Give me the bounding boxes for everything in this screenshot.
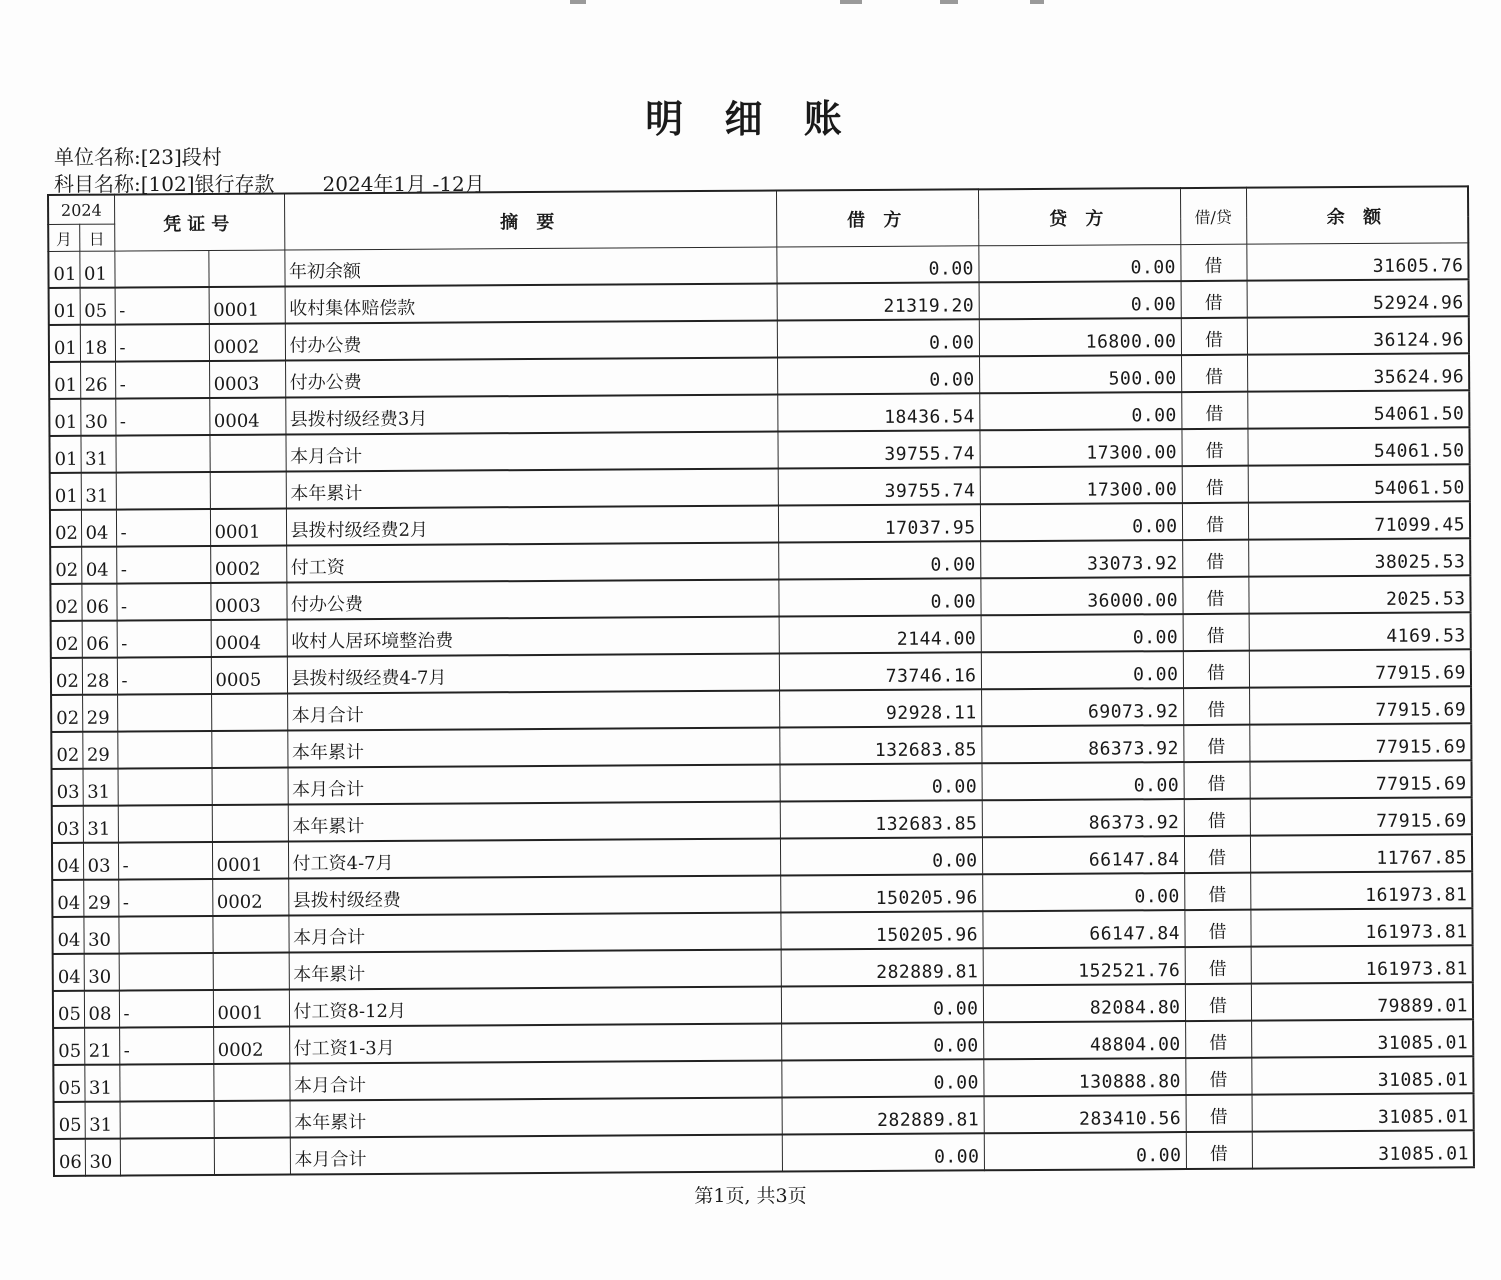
voucher-number-cell: 0002 — [209, 324, 285, 361]
credit-header: 贷 方 — [978, 188, 1180, 246]
voucher-prefix-cell — [114, 251, 208, 288]
direction-cell: 借 — [1183, 762, 1249, 799]
balance-cell: 4169.53 — [1249, 612, 1471, 650]
table-row — [54, 1130, 1474, 1176]
credit-cell: 48804.00 — [983, 1021, 1185, 1059]
month-cell: 01 — [48, 251, 79, 288]
balance-cell: 35624.96 — [1247, 353, 1469, 391]
summary-cell: 本月合计 — [287, 691, 779, 731]
credit-cell: 0.00 — [981, 651, 1183, 689]
summary-cell: 付工资8-12月 — [289, 987, 781, 1027]
debit-cell: 2144.00 — [779, 615, 981, 653]
credit-cell: 86373.92 — [981, 725, 1183, 763]
credit-cell: 283410.56 — [984, 1095, 1186, 1133]
direction-cell: 借 — [1182, 503, 1248, 540]
day-cell: 03 — [83, 843, 118, 880]
voucher-prefix-cell: - — [115, 361, 209, 399]
direction-cell: 借 — [1184, 873, 1250, 910]
voucher-number-cell — [212, 805, 288, 842]
voucher-prefix-cell — [120, 1138, 214, 1176]
voucher-number-cell — [213, 953, 289, 990]
unit-label: 单位名称: — [54, 145, 141, 169]
day-cell: 29 — [82, 695, 117, 732]
voucher-number-cell: 0003 — [209, 361, 285, 398]
voucher-number-cell — [209, 435, 285, 472]
month-cell: 01 — [50, 473, 81, 510]
voucher-number-cell: 0001 — [209, 287, 285, 324]
credit-cell: 130888.80 — [983, 1058, 1185, 1096]
credit-cell: 0.00 — [978, 245, 1180, 283]
direction-cell: 借 — [1183, 688, 1249, 725]
day-cell: 30 — [85, 1139, 120, 1176]
day-cell: 21 — [84, 1028, 119, 1065]
balance-cell: 31605.76 — [1246, 243, 1468, 281]
voucher-number-cell: 0001 — [212, 842, 288, 879]
month-cell: 02 — [50, 510, 81, 547]
summary-cell: 付办公费 — [285, 321, 777, 361]
voucher-prefix-cell: - — [116, 546, 210, 584]
direction-cell: 借 — [1180, 244, 1246, 281]
month-cell: 02 — [51, 732, 82, 769]
voucher-number-cell: 0005 — [211, 657, 287, 694]
summary-cell: 县拨村级经费 — [288, 876, 780, 916]
direction-cell: 借 — [1185, 1021, 1251, 1058]
voucher-prefix-cell — [118, 805, 212, 843]
month-header: 月 — [48, 224, 79, 251]
day-cell: 31 — [81, 473, 116, 510]
debit-cell: 132683.85 — [779, 726, 981, 764]
balance-cell: 54061.50 — [1248, 464, 1470, 502]
month-cell: 04 — [52, 917, 83, 954]
voucher-number-cell: 0004 — [209, 398, 285, 435]
voucher-prefix-cell — [119, 953, 213, 991]
balance-cell: 38025.53 — [1248, 538, 1470, 576]
direction-cell: 借 — [1182, 577, 1248, 614]
period: 2024年1月 -12月 — [322, 172, 485, 196]
credit-cell: 0.00 — [981, 614, 1183, 652]
balance-cell: 161973.81 — [1251, 945, 1473, 983]
balance-cell: 54061.50 — [1247, 427, 1469, 465]
credit-cell: 17300.00 — [979, 429, 1181, 467]
debit-cell: 73746.16 — [779, 652, 981, 690]
debit-cell: 282889.81 — [781, 948, 983, 986]
credit-cell: 500.00 — [979, 355, 1181, 393]
day-cell: 29 — [82, 732, 117, 769]
debit-cell: 39755.74 — [778, 467, 980, 505]
page-footer: 第1页, 共3页 — [694, 1185, 807, 1207]
day-cell: 31 — [85, 1102, 120, 1139]
summary-cell: 县拨村级经费4-7月 — [287, 654, 779, 694]
voucher-number-cell — [208, 250, 284, 287]
balance-cell: 161973.81 — [1250, 871, 1472, 909]
balance-cell: 71099.45 — [1248, 501, 1470, 539]
debit-cell: 18436.54 — [777, 393, 979, 431]
summary-cell: 付工资4-7月 — [288, 839, 780, 879]
direction-cell: 借 — [1183, 651, 1249, 688]
month-cell: 05 — [53, 1065, 84, 1102]
debit-cell: 150205.96 — [780, 874, 982, 912]
day-cell: 06 — [81, 584, 116, 621]
balance-cell: 2025.53 — [1248, 575, 1470, 613]
balance-header: 余 额 — [1246, 186, 1468, 244]
voucher-number-cell: 0001 — [210, 509, 286, 546]
year-header: 2024 — [48, 195, 114, 225]
month-cell: 02 — [50, 547, 81, 584]
debit-cell: 0.00 — [778, 578, 980, 616]
balance-cell: 31085.01 — [1251, 1019, 1473, 1057]
debit-header: 借 方 — [776, 189, 978, 247]
day-cell: 06 — [82, 621, 117, 658]
balance-cell: 36124.96 — [1247, 316, 1469, 354]
voucher-prefix-cell: - — [118, 842, 212, 880]
day-cell: 04 — [81, 547, 116, 584]
summary-cell: 本月合计 — [290, 1135, 782, 1175]
direction-cell: 借 — [1182, 466, 1248, 503]
direction-cell: 借 — [1186, 1132, 1252, 1169]
debit-cell: 39755.74 — [777, 430, 979, 468]
direction-cell: 借 — [1184, 836, 1250, 873]
day-cell: 08 — [84, 991, 119, 1028]
unit-value: [23]段村 — [140, 145, 222, 169]
debit-cell: 92928.11 — [779, 689, 981, 727]
credit-cell: 69073.92 — [981, 688, 1183, 726]
balance-cell: 77915.69 — [1249, 649, 1471, 687]
voucher-prefix-cell — [119, 1064, 213, 1102]
voucher-prefix-cell: - — [117, 620, 211, 658]
direction-cell: 借 — [1183, 725, 1249, 762]
balance-cell: 161973.81 — [1250, 908, 1472, 946]
day-cell: 28 — [82, 658, 117, 695]
summary-cell: 本月合计 — [285, 432, 777, 472]
month-cell: 06 — [54, 1139, 85, 1176]
voucher-prefix-cell: - — [117, 657, 211, 695]
direction-cell: 借 — [1185, 984, 1251, 1021]
month-cell: 04 — [53, 954, 84, 991]
debit-cell: 0.00 — [776, 246, 978, 284]
balance-cell: 54061.50 — [1247, 390, 1469, 428]
voucher-prefix-cell: - — [118, 879, 212, 917]
credit-cell: 66147.84 — [982, 910, 1184, 948]
voucher-prefix-cell — [120, 1101, 214, 1139]
summary-cell: 本月合计 — [288, 765, 780, 805]
voucher-prefix-cell: - — [115, 287, 209, 325]
voucher-prefix-cell: - — [116, 583, 210, 621]
summary-cell: 县拨村级经费3月 — [285, 395, 777, 435]
credit-cell: 0.00 — [981, 762, 1183, 800]
summary-cell: 付工资 — [286, 543, 778, 583]
debit-cell: 282889.81 — [782, 1096, 984, 1134]
voucher-header: 凭证号 — [114, 194, 284, 252]
debit-cell: 0.00 — [777, 319, 979, 357]
summary-cell: 本年累计 — [286, 469, 778, 509]
voucher-prefix-cell — [115, 435, 209, 473]
credit-cell: 36000.00 — [980, 577, 1182, 615]
summary-cell: 本月合计 — [289, 1061, 781, 1101]
voucher-prefix-cell — [117, 731, 211, 769]
month-cell: 04 — [52, 880, 83, 917]
voucher-number-cell: 0004 — [211, 620, 287, 657]
voucher-number-cell: 0002 — [212, 879, 288, 916]
day-cell: 30 — [80, 399, 115, 436]
day-cell: 29 — [83, 880, 118, 917]
direction-cell: 借 — [1186, 1095, 1252, 1132]
voucher-prefix-cell — [116, 472, 210, 510]
ledger-table — [47, 185, 1475, 1177]
day-cell: 31 — [84, 1065, 119, 1102]
day-cell: 30 — [83, 917, 118, 954]
summary-cell: 收村集体赔偿款 — [285, 284, 777, 324]
day-cell: 04 — [81, 510, 116, 547]
unit-name — [54, 141, 222, 170]
voucher-prefix-cell: - — [115, 324, 209, 362]
direction-cell: 借 — [1182, 540, 1248, 577]
voucher-prefix-cell — [118, 768, 212, 806]
direction-header: 借/贷 — [1180, 188, 1246, 245]
direction-cell: 借 — [1181, 392, 1247, 429]
day-cell: 05 — [80, 288, 115, 325]
month-cell: 01 — [49, 436, 80, 473]
summary-header: 摘 要 — [284, 191, 776, 251]
voucher-prefix-cell — [118, 916, 212, 954]
balance-cell: 77915.69 — [1250, 797, 1472, 835]
debit-cell: 0.00 — [781, 985, 983, 1023]
summary-cell: 本年累计 — [289, 950, 781, 990]
credit-cell: 33073.92 — [980, 540, 1182, 578]
voucher-prefix-cell: - — [115, 398, 209, 436]
debit-cell: 0.00 — [782, 1133, 984, 1171]
summary-cell: 本月合计 — [288, 913, 780, 953]
debit-cell: 150205.96 — [780, 911, 982, 949]
credit-cell: 86373.92 — [982, 799, 1184, 837]
debit-cell: 132683.85 — [780, 800, 982, 838]
credit-cell: 66147.84 — [982, 836, 1184, 874]
month-cell: 02 — [51, 621, 82, 658]
month-cell: 01 — [49, 399, 80, 436]
day-cell: 01 — [79, 251, 114, 288]
day-cell: 31 — [83, 769, 118, 806]
day-cell: 18 — [80, 325, 115, 362]
day-header: 日 — [79, 224, 114, 251]
voucher-number-cell — [214, 1138, 290, 1175]
credit-cell: 152521.76 — [983, 947, 1185, 985]
day-cell: 26 — [80, 362, 115, 399]
day-cell: 30 — [84, 954, 119, 991]
voucher-number-cell — [210, 472, 286, 509]
month-cell: 04 — [52, 843, 83, 880]
balance-cell: 77915.69 — [1249, 760, 1471, 798]
summary-cell: 本年累计 — [287, 728, 779, 768]
balance-cell: 52924.96 — [1247, 279, 1469, 317]
voucher-number-cell — [214, 1101, 290, 1138]
direction-cell: 借 — [1181, 281, 1247, 318]
month-cell: 03 — [52, 769, 83, 806]
debit-cell: 17037.95 — [778, 504, 980, 542]
debit-cell: 0.00 — [779, 763, 981, 801]
voucher-number-cell — [213, 1064, 289, 1101]
summary-cell: 收村人居环境整治费 — [287, 617, 779, 657]
voucher-number-cell — [211, 694, 287, 731]
balance-cell: 31085.01 — [1252, 1130, 1474, 1168]
month-cell: 05 — [53, 991, 84, 1028]
balance-cell: 77915.69 — [1249, 723, 1471, 761]
balance-cell: 31085.01 — [1251, 1056, 1473, 1094]
direction-cell: 借 — [1185, 947, 1251, 984]
month-cell: 01 — [49, 288, 80, 325]
debit-cell: 0.00 — [780, 837, 982, 875]
page-title: 明 细 账 — [645, 96, 856, 141]
month-cell: 01 — [49, 362, 80, 399]
table-header — [48, 186, 1468, 251]
voucher-prefix-cell: - — [119, 990, 213, 1028]
month-cell: 02 — [50, 584, 81, 621]
debit-cell: 0.00 — [778, 541, 980, 579]
month-cell: 03 — [52, 806, 83, 843]
voucher-prefix-cell — [117, 694, 211, 732]
summary-cell: 年初余额 — [284, 247, 776, 287]
voucher-number-cell: 0003 — [210, 583, 286, 620]
summary-cell: 本年累计 — [290, 1098, 782, 1138]
credit-cell: 0.00 — [980, 503, 1182, 541]
direction-cell: 借 — [1181, 429, 1247, 466]
credit-cell: 16800.00 — [979, 318, 1181, 356]
credit-cell: 17300.00 — [980, 466, 1182, 504]
direction-cell: 借 — [1184, 799, 1250, 836]
voucher-prefix-cell: - — [119, 1027, 213, 1065]
direction-cell: 借 — [1181, 355, 1247, 392]
day-cell: 31 — [83, 806, 118, 843]
debit-cell: 21319.20 — [777, 282, 979, 320]
subject-label: 科目名称: — [54, 172, 141, 196]
day-cell: 31 — [80, 436, 115, 473]
summary-cell: 县拨村级经费2月 — [286, 506, 778, 546]
voucher-number-cell — [212, 916, 288, 953]
credit-cell: 0.00 — [979, 281, 1181, 319]
voucher-number-cell — [211, 731, 287, 768]
voucher-number-cell: 0002 — [210, 546, 286, 583]
credit-cell: 0.00 — [984, 1132, 1186, 1170]
summary-cell: 付办公费 — [285, 358, 777, 398]
balance-cell: 79889.01 — [1251, 982, 1473, 1020]
month-cell: 05 — [53, 1028, 84, 1065]
month-cell: 02 — [51, 695, 82, 732]
subject-value: [102]银行存款 — [140, 172, 275, 196]
voucher-number-cell: 0002 — [213, 1027, 289, 1064]
credit-cell: 82084.80 — [983, 984, 1185, 1022]
summary-cell: 付工资1-3月 — [289, 1024, 781, 1064]
voucher-number-cell: 0001 — [213, 990, 289, 1027]
balance-cell: 31085.01 — [1252, 1093, 1474, 1131]
summary-cell: 付办公费 — [286, 580, 778, 620]
direction-cell: 借 — [1184, 910, 1250, 947]
credit-cell: 0.00 — [979, 392, 1181, 430]
voucher-prefix-cell: - — [116, 509, 210, 547]
balance-cell: 11767.85 — [1250, 834, 1472, 872]
credit-cell: 0.00 — [982, 873, 1184, 911]
debit-cell: 0.00 — [777, 356, 979, 394]
summary-cell: 本年累计 — [288, 802, 780, 842]
top-edge-marks — [0, 0, 1501, 6]
balance-cell: 77915.69 — [1249, 686, 1471, 724]
direction-cell: 借 — [1185, 1058, 1251, 1095]
debit-cell: 0.00 — [781, 1059, 983, 1097]
ledger-body — [48, 243, 1474, 1176]
direction-cell: 借 — [1183, 614, 1249, 651]
voucher-number-cell — [212, 768, 288, 805]
debit-cell: 0.00 — [781, 1022, 983, 1060]
month-cell: 01 — [49, 325, 80, 362]
month-cell: 02 — [51, 658, 82, 695]
month-cell: 05 — [54, 1102, 85, 1139]
direction-cell: 借 — [1181, 318, 1247, 355]
